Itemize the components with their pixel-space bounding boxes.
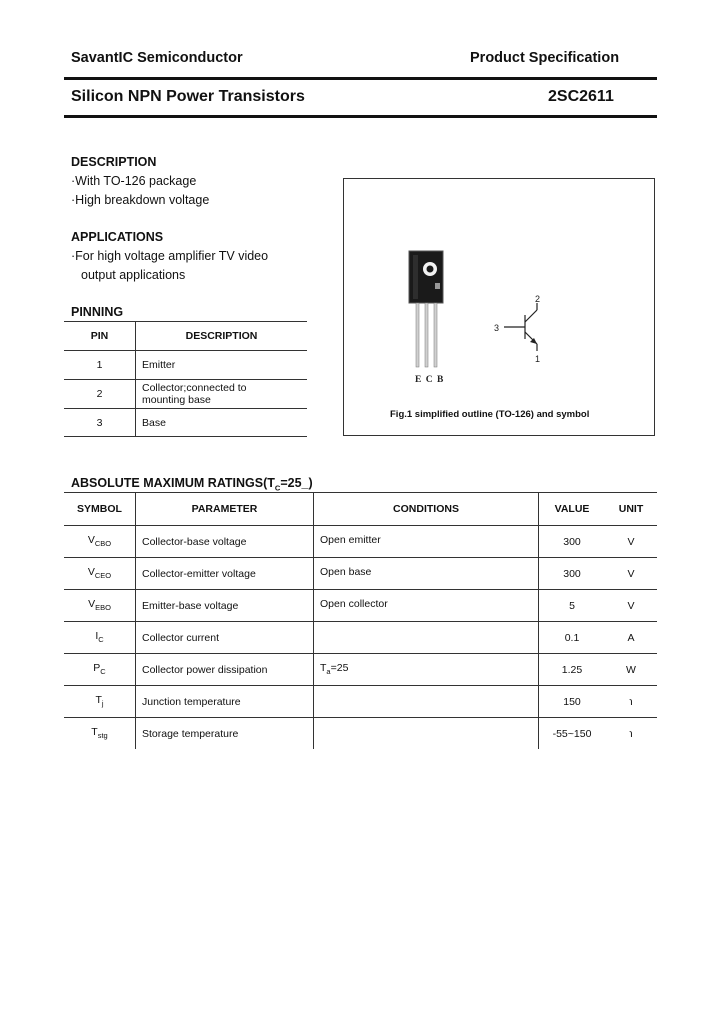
- part-number: 2SC2611: [548, 88, 614, 105]
- rating-parameter: Collector current: [136, 622, 314, 654]
- rating-value: 0.1: [539, 622, 606, 654]
- npn-symbol: [504, 303, 537, 351]
- rating-value: 300: [539, 526, 606, 558]
- ratings-body: [64, 526, 657, 750]
- rating-symbol-subscript: stg: [97, 731, 108, 741]
- rating-conditions: [314, 686, 539, 718]
- rating-parameter: Junction temperature: [136, 686, 314, 718]
- rating-value: 5: [539, 590, 606, 622]
- lead-labels: E C B: [415, 375, 445, 385]
- pin-number: 1: [64, 351, 136, 380]
- description-item: ·With TO-126 package: [71, 174, 197, 188]
- rating-parameter: Collector power dissipation: [136, 654, 314, 686]
- value-column-header: VALUE: [539, 493, 606, 526]
- rating-symbol-subscript: C: [100, 667, 106, 677]
- rating-symbol-subscript: j: [101, 699, 104, 709]
- pin-column-header: PIN: [64, 322, 136, 351]
- symbol-pin-collector: 2: [535, 294, 541, 304]
- rating-symbol-subscript: CEO: [94, 571, 112, 581]
- transistor-outline-and-symbol: [344, 179, 654, 435]
- rating-condition-suffix: =25: [330, 662, 349, 675]
- rating-condition-text: T: [320, 662, 327, 675]
- rating-parameter: Storage temperature: [136, 718, 314, 750]
- rating-conditions: [314, 526, 539, 558]
- rating-unit: A: [605, 622, 657, 654]
- table-row: [64, 409, 307, 437]
- rating-conditions: [314, 558, 539, 590]
- conditions-column-header: CONDITIONS: [314, 493, 539, 526]
- symbol-pin-emitter: 1: [535, 354, 541, 364]
- applications-line: output applications: [81, 268, 186, 282]
- pin-description: Emitter: [136, 351, 308, 380]
- rating-symbol-letter: P: [93, 662, 101, 675]
- table-row: [64, 380, 307, 409]
- symbol-pin-base: 3: [494, 323, 500, 333]
- applications-line: ·For high voltage amplifier TV video: [71, 249, 269, 263]
- pin-description-line: Collector;connected to: [142, 382, 247, 394]
- pin-number: 3: [64, 409, 136, 437]
- rating-symbol: [64, 590, 136, 622]
- rating-symbol-letter: T: [95, 694, 102, 707]
- company-name: SavantIC Semiconductor: [71, 50, 243, 66]
- rating-symbol-letter: T: [91, 726, 98, 739]
- ratings-heading-subscript: C: [274, 483, 281, 493]
- description-heading: DESCRIPTION: [71, 155, 157, 169]
- table-row: [64, 686, 657, 718]
- rating-symbol-letter: I: [95, 630, 99, 643]
- ratings-header-row: [64, 493, 657, 526]
- ratings-heading-prefix: ABSOLUTE MAXIMUM RATINGS(T: [71, 476, 275, 490]
- description-item: ·High breakdown voltage: [71, 193, 210, 207]
- table-row: [64, 622, 657, 654]
- rating-condition-subscript: a: [326, 667, 331, 677]
- rating-symbol-letter: V: [88, 598, 96, 611]
- table-row: [64, 654, 657, 686]
- rating-symbol: [64, 622, 136, 654]
- rating-unit: V: [605, 526, 657, 558]
- rating-symbol: [64, 526, 136, 558]
- rating-value: -55~150: [552, 727, 592, 740]
- document-type: Product Specification: [470, 50, 620, 66]
- rating-symbol-letter: V: [87, 534, 95, 547]
- rating-unit: ℩: [629, 727, 633, 740]
- rating-conditions: [314, 718, 539, 750]
- to126-package-drawing: [409, 251, 443, 367]
- rating-conditions: [314, 590, 539, 622]
- rating-symbol: [64, 558, 136, 590]
- rating-parameter: Emitter-base voltage: [136, 590, 314, 622]
- rating-symbol: [64, 686, 136, 718]
- ratings-heading-suffix: =25_): [280, 476, 313, 490]
- pin-number: 2: [64, 380, 136, 409]
- table-row: [64, 558, 657, 590]
- unit-column-header: UNIT: [605, 493, 657, 526]
- symbol-column-header: SYMBOL: [64, 493, 136, 526]
- rating-unit: ℩: [605, 686, 657, 718]
- rating-value: 150: [539, 686, 606, 718]
- rating-conditions: [314, 622, 539, 654]
- rating-unit: V: [605, 558, 657, 590]
- rating-condition-text: Open base: [320, 566, 372, 579]
- pin-description: Base: [136, 409, 308, 437]
- pinning-heading: PINNING: [71, 305, 124, 319]
- figure-box: [343, 178, 655, 436]
- rating-symbol-subscript: EBO: [95, 603, 111, 613]
- ratings-table: [64, 492, 657, 749]
- rating-conditions: [314, 654, 539, 686]
- rating-parameter: Collector-base voltage: [136, 526, 314, 558]
- applications-heading: APPLICATIONS: [71, 230, 164, 244]
- rating-unit: W: [605, 654, 657, 686]
- rating-unit: V: [605, 590, 657, 622]
- pin-description-line: mounting base: [142, 394, 211, 406]
- header-rule-top: [64, 77, 657, 80]
- pinning-table: [64, 321, 307, 437]
- rating-symbol-subscript: C: [98, 635, 104, 645]
- rating-symbol: [64, 654, 136, 686]
- rating-parameter: Collector-emitter voltage: [136, 558, 314, 590]
- pinning-header-row: [64, 322, 307, 351]
- rating-symbol: [64, 718, 136, 750]
- table-row: [64, 351, 307, 380]
- rating-condition-text: Open emitter: [320, 534, 381, 547]
- rating-value: 300: [539, 558, 606, 590]
- table-row: [64, 590, 657, 622]
- table-row: [64, 718, 657, 750]
- figure-caption: Fig.1 simplified outline (TO-126) and symbol: [390, 409, 590, 420]
- rating-symbol-subscript: CBO: [94, 539, 112, 549]
- pin-description: [136, 380, 308, 409]
- pin-description-column-header: DESCRIPTION: [136, 322, 308, 351]
- ratings-heading: [71, 476, 313, 493]
- rating-condition-text: Open collector: [320, 598, 388, 611]
- table-row: [64, 526, 657, 558]
- rating-value: 1.25: [539, 654, 606, 686]
- product-title: Silicon NPN Power Transistors: [71, 88, 305, 105]
- parameter-column-header: PARAMETER: [136, 493, 314, 526]
- header-rule-bottom: [64, 115, 657, 118]
- rating-symbol-letter: V: [87, 566, 95, 579]
